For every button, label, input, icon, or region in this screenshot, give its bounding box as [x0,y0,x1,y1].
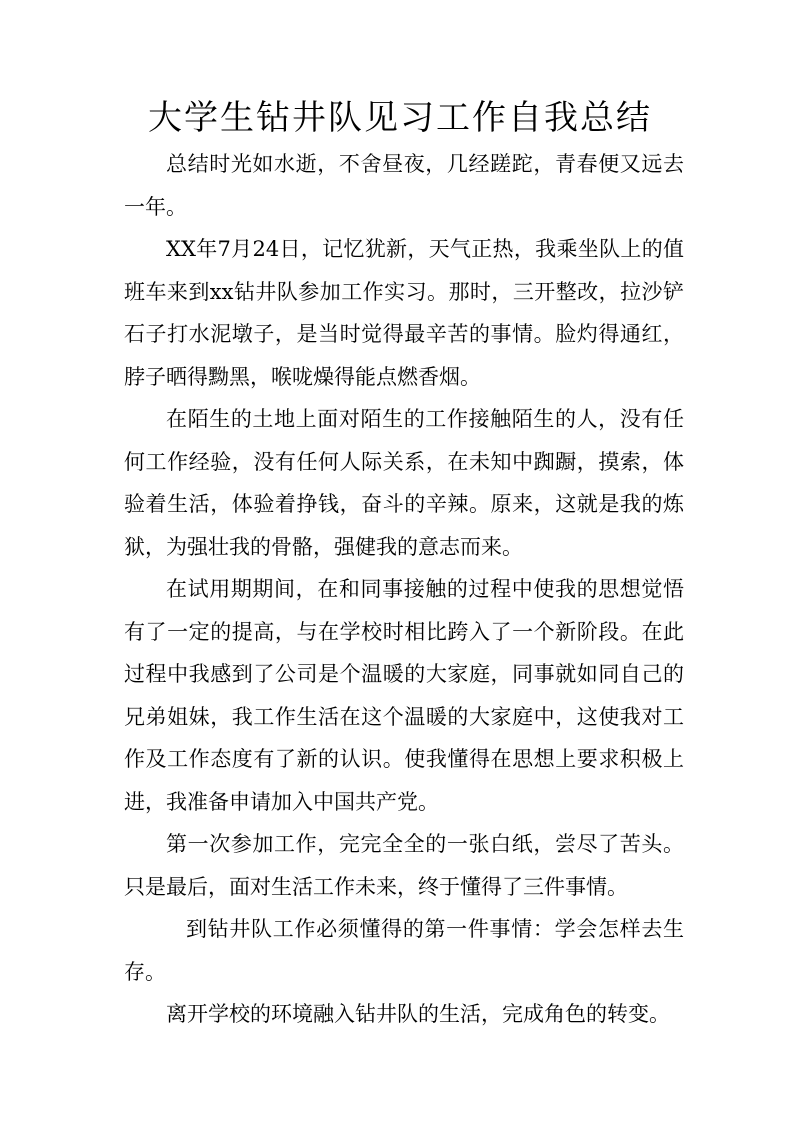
paragraph-7: 离开学校的环境融入钻井队的生活，完成角色的转变。 [166,1002,670,1026]
paragraph-1: 总结时光如水逝，不舍昼夜，几经蹉跎，青春便又远去一年。 [124,152,684,219]
paragraph-3: 在陌生的土地上面对陌生的工作接触陌生的人，没有任何工作经验，没有任何人际关系，在未知中踟蹰，摸索，体验着生活，体验着挣钱，奋斗的辛辣。原来，这就是我的炼狱，为强壮我的骨骼，强健我的意志而来。 [124,407,684,559]
paragraph-6: 到钻井队工作必须懂得的第一件事情：学会怎样去生存。 [124,917,684,984]
document-title: 大学生钻井队见习工作自我总结 [148,98,652,138]
paragraph-4: 在试用期期间，在和同事接触的过程中使我的思想觉悟有了一定的提高，与在学校时相比跨入了一个新阶段。在此过程中我感到了公司是个温暖的大家庭，同事就如同自己的兄弟姐妹，我工作生活在这个温暖的大家庭中，这使我对工作及工作态度有了新的认识。使我懂得在思想上要求积极上进，我准备申请加入中国共产党。 [124,577,684,814]
paragraph-2: XX年7月24日，记忆犹新，天气正热，我乘坐队上的值班车来到xx钻井队参加工作实习。那时，三开整改，拉沙铲石子打水泥墩子，是当时觉得最辛苦的事情。脸灼得通红，脖子晒得黝黑，喉咙燥得能点燃香烟。 [124,237,684,389]
paragraph-5: 第一次参加工作，完完全全的一张白纸，尝尽了苦头。只是最后，面对生活工作未来，终于懂得了三件事情。 [124,832,684,899]
document-body [124,143,684,1036]
